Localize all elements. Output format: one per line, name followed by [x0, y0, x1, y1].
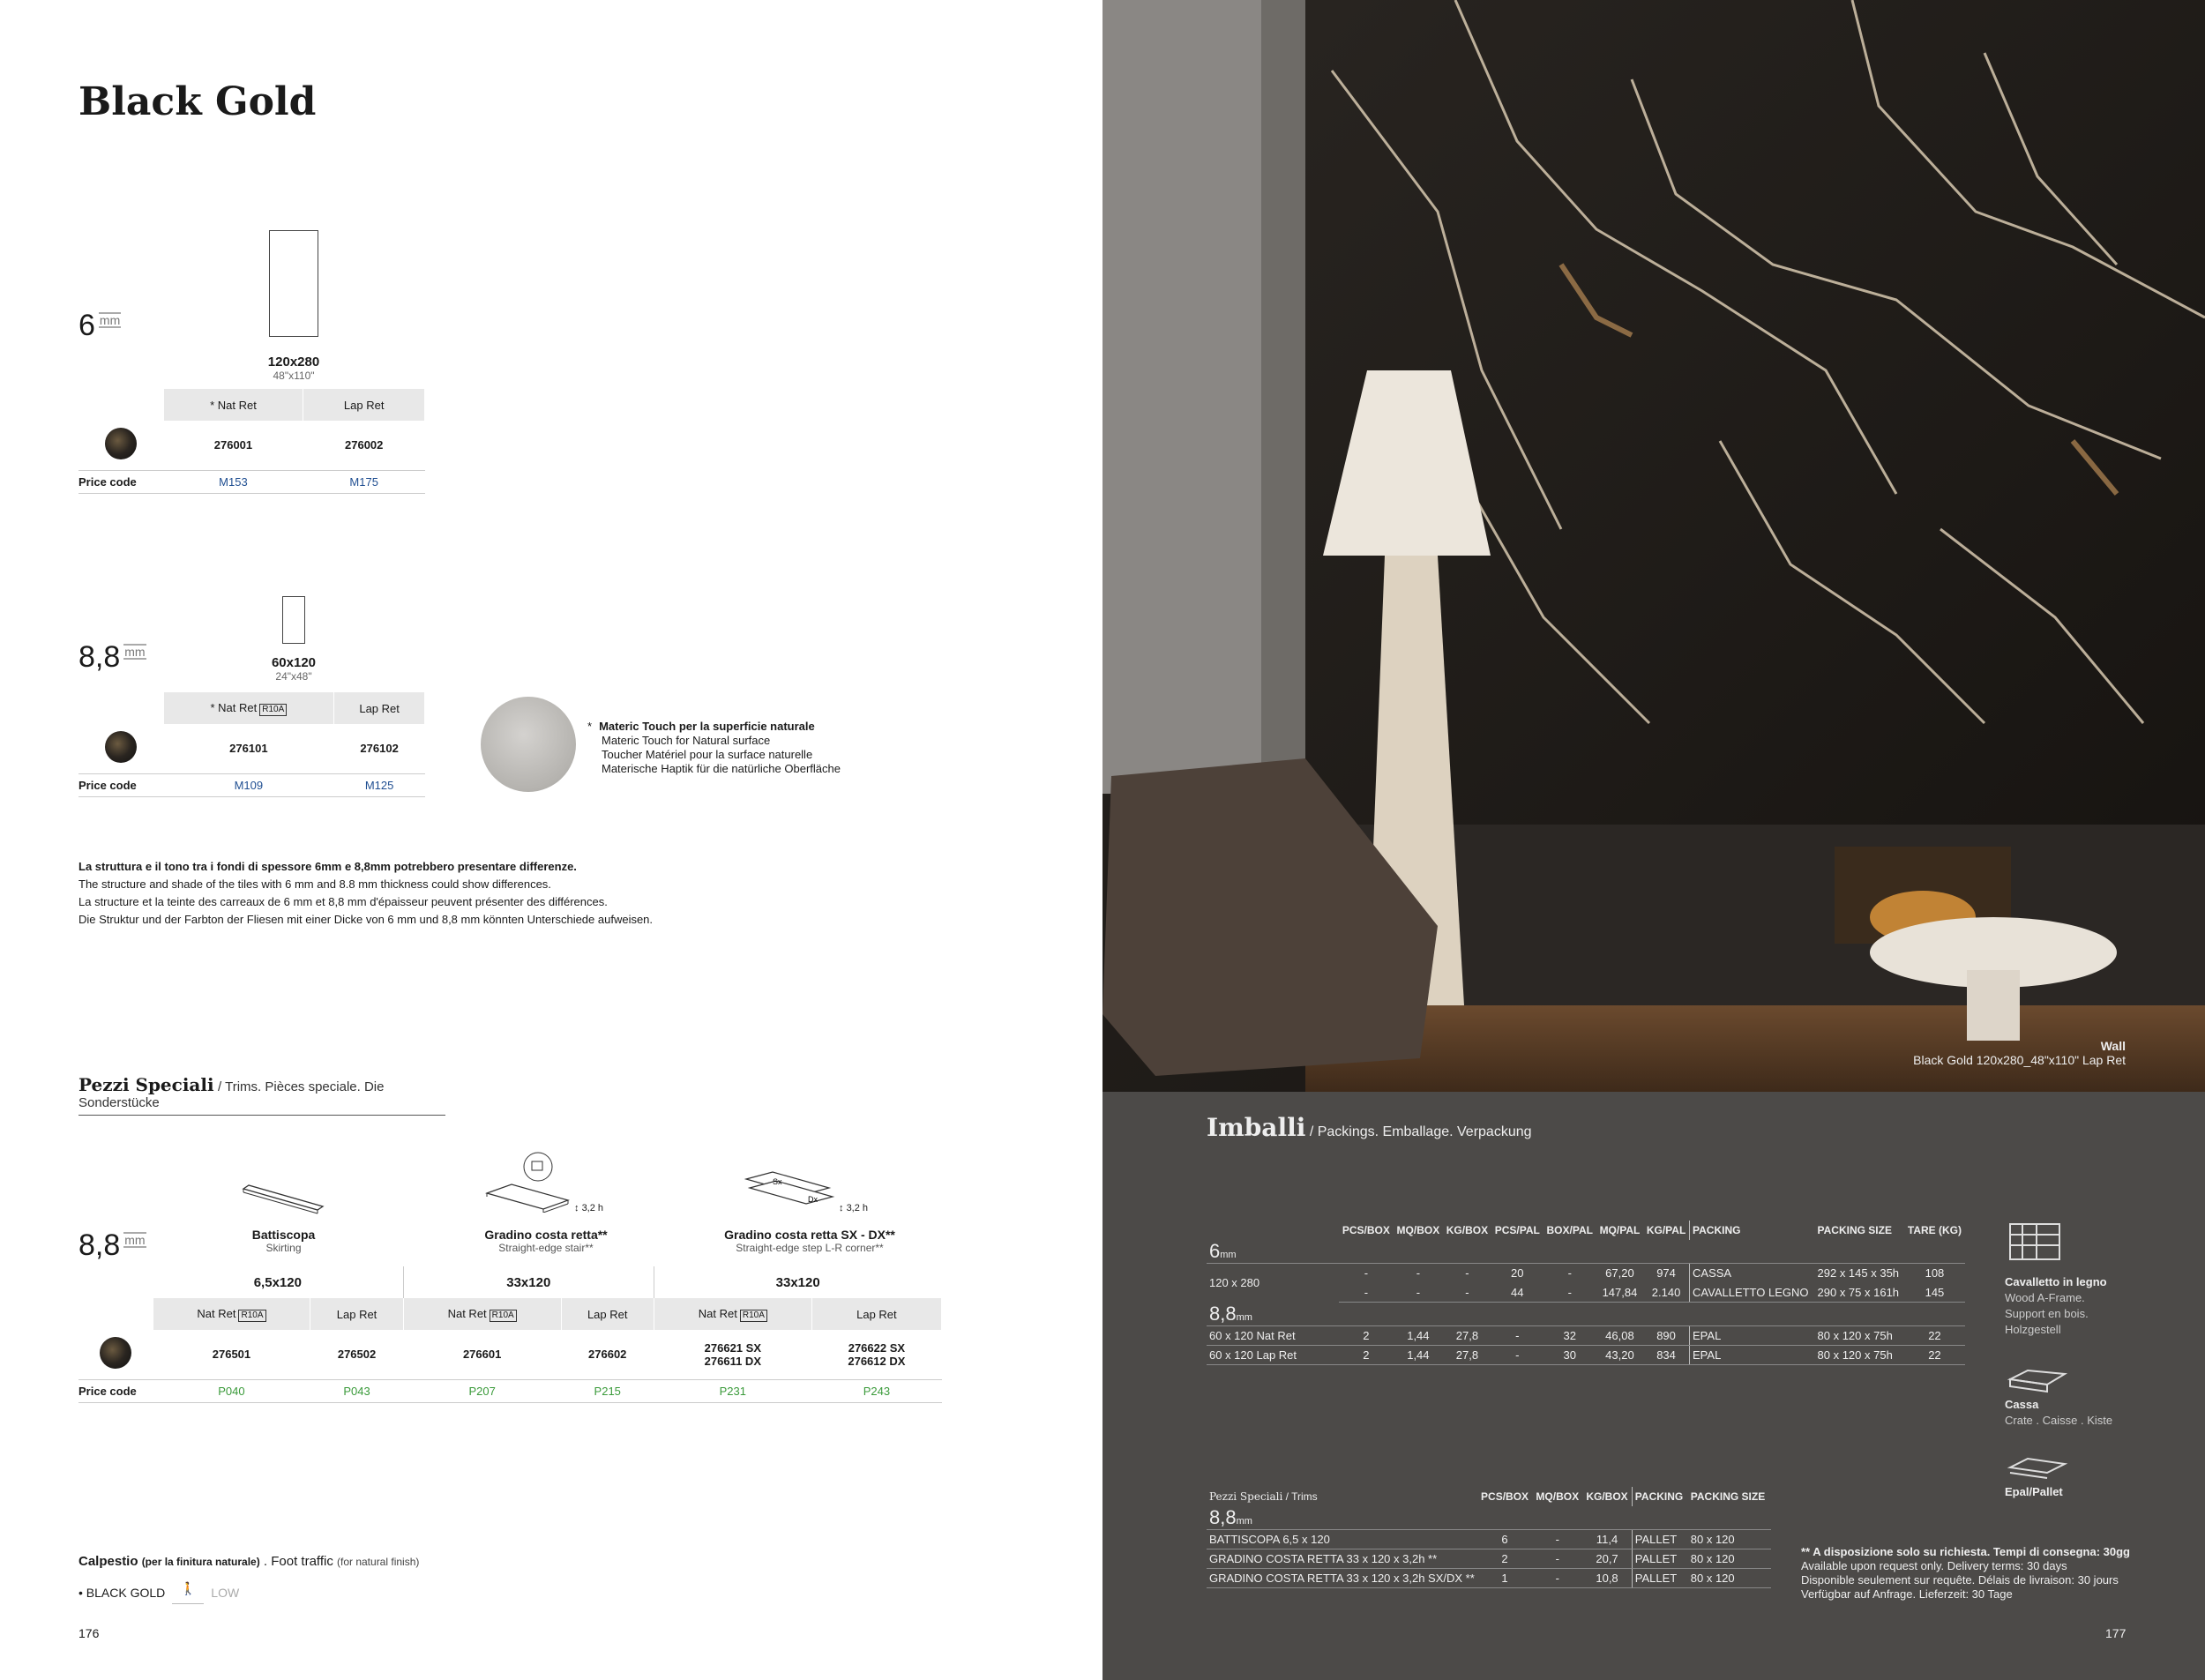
- corner-stair-height: ↕ 3,2 h: [839, 1203, 869, 1213]
- imballi-heading: Imballi / Packings. Emballage. Verpackung: [1207, 1113, 1532, 1142]
- legend-a-frame: Cavalletto in legno Wood A-Frame. Support en bois. Holzgestell: [2005, 1275, 2107, 1336]
- codes-table-6mm: * Nat Ret Lap Ret 276001 276002 Price code M153 M175: [78, 389, 425, 494]
- color-swatch: [100, 1337, 131, 1369]
- delivery-note: ** A disposizione solo su richiesta. Tempi di consegna: 30gg Available upon request only. Delivery terms: 30 days Disponible seulement sur requête. Délais de livraison: 30 jours Verfügbar auf Anfrage. Lieferzeit: 30 Tage: [1801, 1545, 2130, 1601]
- pallet-icon: [2007, 1455, 2068, 1487]
- tile-shape-60x120: [282, 596, 305, 644]
- interior-photo: [1102, 0, 2205, 1092]
- sx-label: Sx: [773, 1177, 782, 1186]
- specials-table: 6,5x120 33x120 33x120 Nat Ret R10A Lap Ret Nat Ret R10A Lap Ret Nat Ret R10A Lap Ret 276501 276502 276601 276602 276621 SX 276611 DX 276622 SX 276612 DX Price code P040 P043 P207 P215 P231 P243: [78, 1266, 942, 1403]
- legend-pallet: Epal/Pallet: [2005, 1485, 2063, 1498]
- materic-texture-sample: [481, 697, 576, 792]
- tile-shape-120x280: [269, 230, 318, 337]
- dx-label: Dx: [808, 1195, 818, 1204]
- skirting-icon: [238, 1182, 326, 1217]
- stair-corner-icon: [741, 1169, 838, 1213]
- materic-note: * Materic Touch per la superficie naturale Materic Touch for Natural surface Toucher Matériel pour la surface naturelle Materische Haptik für die natürliche Oberfläche: [587, 720, 841, 775]
- color-swatch: [105, 731, 137, 763]
- packing-panel: [1102, 1092, 2205, 1680]
- codes-table-8-8mm: * Nat Ret R10A Lap Ret 276101 276102 Price code M109 M125: [78, 692, 425, 797]
- calpestio-title: Calpestio (per la finitura naturale) . Foot traffic (for natural finish): [78, 1554, 420, 1569]
- page-number-right: 177: [2105, 1626, 2127, 1640]
- wood-a-frame-icon: [2007, 1219, 2068, 1263]
- marble-wall-image: [1102, 0, 2205, 1092]
- trims-packing-table: Pezzi Speciali / Trims PCS/BOX MQ/BOX KG/BOX PACKING PACKING SIZE 8,8mm BATTISCOPA 6,5 x 120 6 - 11,4 PALLET 80 x 120 GRADINO COSTA RETTA 33 x 120 x 3,2h ** 2 - 20,7 PALLET 80 x 120 GRADINO COSTA RETTA 33 x 120 x 3,2h SX/DX ** 1 - 10,8 PALLET 80 x 120: [1207, 1487, 1771, 1588]
- size-label: 120x280 48"x110": [267, 355, 320, 382]
- crate-icon: [2007, 1365, 2068, 1400]
- thickness-8-8-specials: 8,8 mm: [78, 1228, 146, 1262]
- walking-person-icon: 🚶: [172, 1581, 204, 1604]
- page-number-left: 176: [78, 1626, 100, 1640]
- thickness-6: 6 mm: [78, 309, 121, 342]
- thickness-8-8: 8,8 mm: [78, 640, 146, 674]
- stair-icon: [485, 1151, 573, 1213]
- size-label: 60x120 24"x48": [271, 655, 317, 683]
- color-swatch: [105, 428, 137, 459]
- stair-height: ↕ 3,2 h: [574, 1203, 604, 1213]
- packing-table: PCS/BOX MQ/BOX KG/BOX PCS/PAL BOX/PAL MQ/PAL KG/PAL PACKING PACKING SIZE TARE (KG) 6mm 120 x 280 - - - 20 - 67,20 974 CASSA 292 x 145 x 35h 108 - - - 44 - 147,84 2.140 CAVALLETTO LEGNO 290 x 75 x 161h 145 8,8mm 60 x 120 Nat Ret 2 1,44 27,8 - 32 46,08 890 EPAL 80 x 120 x 75h 22 60 x 120 Lap Ret 2 1,44 27,8 - 30 43,20 834 EPAL 80 x 120 x 75h 22: [1207, 1221, 1965, 1365]
- photo-caption: Wall Black Gold 120x280_48"x110" Lap Ret: [1913, 1039, 2126, 1067]
- calpestio-item: • BLACK GOLD 🚶 LOW: [78, 1581, 239, 1604]
- structure-note: La struttura e il tono tra i fondi di spessore 6mm e 8,8mm potrebbero presentare differenze. The structure and shade of the tiles with 6 mm and 8.8 mm thickness could show differences. La structure et la teinte des carreaux de 6 mm et 8,8 mm d'épaisseur peuvent présenter des différences. Die Struktur und der Farbton der Fliesen mit einer Dicke von 6 mm und 8,8 mm könnten Unterschiede aufweisen.: [78, 860, 654, 926]
- legend-crate: Cassa Crate . Caisse . Kiste: [2005, 1398, 2113, 1427]
- specials-heading: Pezzi Speciali / Trims. Pièces speciale. Die Sonderstücke: [78, 1074, 445, 1116]
- page-title: Black Gold: [78, 79, 317, 124]
